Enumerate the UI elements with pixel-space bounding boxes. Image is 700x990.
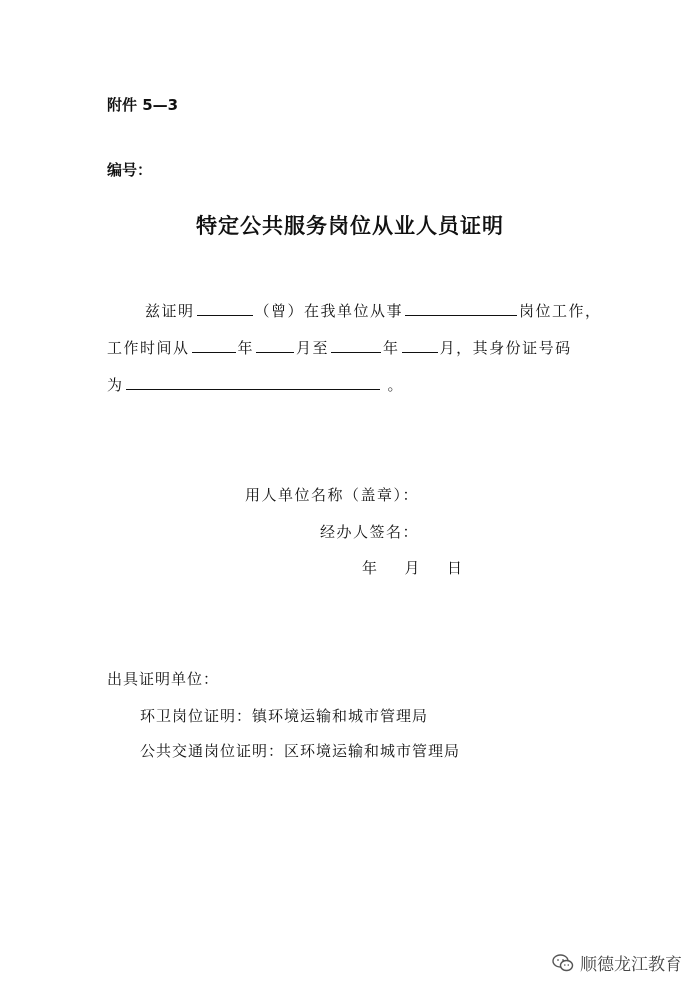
- attachment-number: 附件 5—3: [107, 96, 179, 114]
- handler-signature: 经办人签名：: [320, 523, 420, 541]
- name-blank: [197, 300, 253, 316]
- employer-name-stamp: 用人单位名称（盖章）：: [245, 486, 420, 504]
- date-year: 年: [362, 559, 379, 577]
- issuer-transit: 公共交通岗位证明：区环境运输和城市管理局: [140, 742, 461, 760]
- text-work-period: 工作时间从: [107, 339, 190, 357]
- date-month: 月: [404, 559, 422, 577]
- watermark: [552, 950, 682, 975]
- text-certify: 兹证明: [145, 302, 195, 320]
- text-year-2: 年: [383, 339, 400, 357]
- body-line-1: [145, 300, 602, 321]
- body-line-2: [107, 337, 572, 358]
- start-month-blank: [256, 337, 294, 353]
- text-id-number: 月，其身份证号码: [439, 339, 572, 357]
- watermark-text: 顺德龙江教育: [580, 955, 682, 975]
- date-day: 日: [447, 559, 464, 577]
- text-position-work: 岗位工作，: [519, 302, 602, 320]
- id-number-blank: [126, 374, 380, 390]
- end-year-blank: [331, 337, 381, 353]
- text-period: 。: [387, 376, 405, 394]
- document-title: 特定公共服务岗位从业人员证明: [196, 214, 504, 238]
- signature-date: [362, 557, 464, 578]
- wechat-icon: [552, 954, 574, 972]
- start-year-blank: [192, 337, 236, 353]
- end-month-blank: [402, 337, 438, 353]
- text-is: 为: [107, 376, 124, 394]
- issuer-heading: 出具证明单位：: [107, 670, 220, 688]
- issuer-sanitation: 环卫岗位证明：镇环境运输和城市管理局: [140, 707, 429, 725]
- body-line-3: [107, 374, 404, 395]
- text-month-to: 月至: [296, 339, 330, 357]
- serial-number-label: 编号：: [107, 161, 153, 179]
- text-engaged: （曾）在我单位从事: [254, 302, 404, 320]
- position-blank: [405, 300, 517, 316]
- text-year: 年: [237, 339, 255, 357]
